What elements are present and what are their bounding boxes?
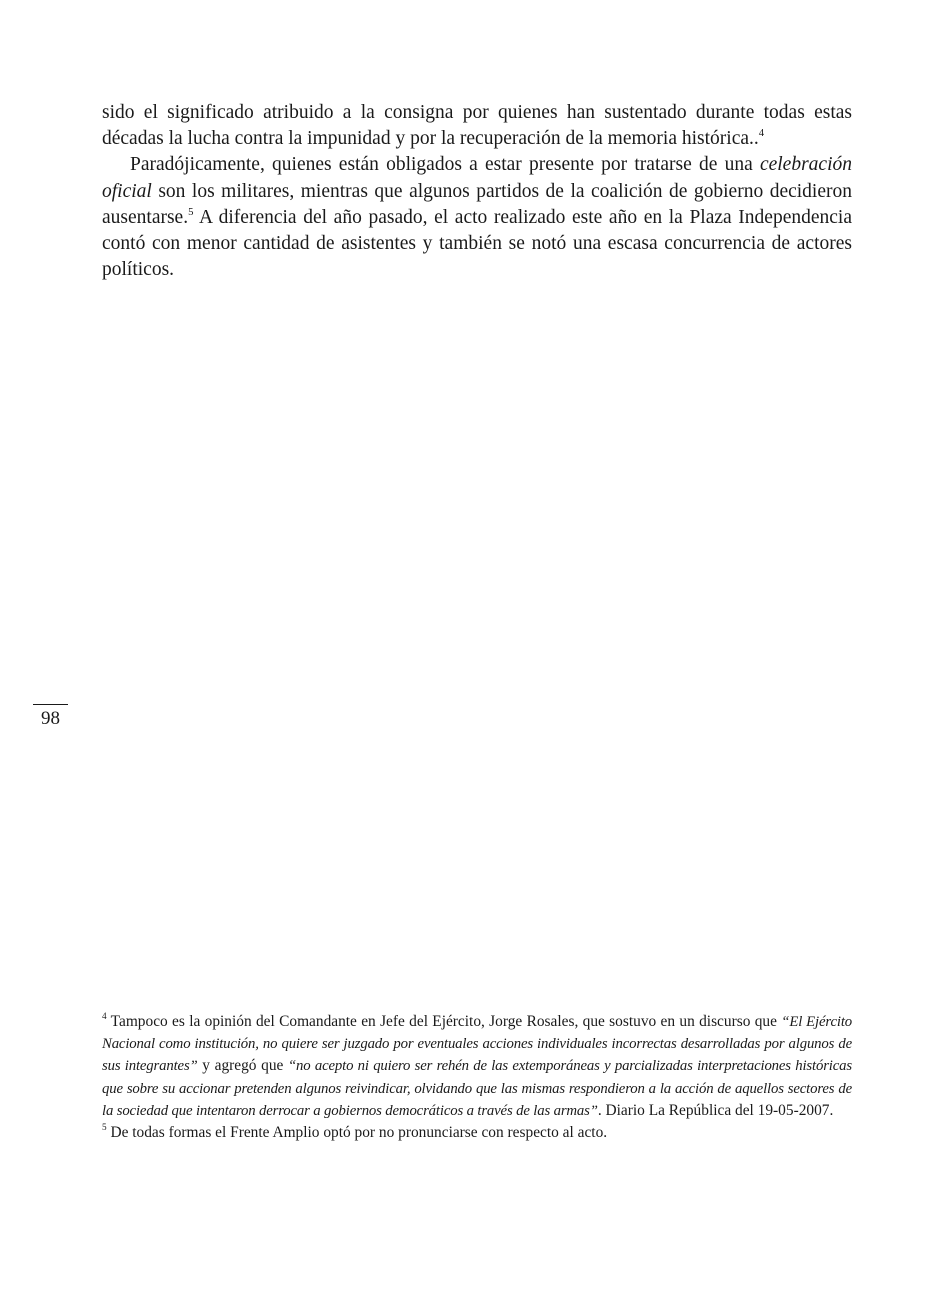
footnote-5-marker: 5 bbox=[102, 1122, 107, 1133]
footnote-4-text-b: y agregó que bbox=[197, 1057, 288, 1075]
footnote-5 bbox=[102, 1122, 852, 1143]
footnote-5-text: De todas formas el Frente Amplio optó por no pronunciarse con respecto al acto. bbox=[106, 1124, 608, 1142]
footnote-4-marker: 4 bbox=[102, 1011, 107, 1022]
footnote-ref-4[interactable]: 4 bbox=[758, 127, 765, 140]
body-text bbox=[102, 100, 852, 283]
paragraph-2-text-c: A diferencia del año pasado, el acto realizado este año en la Plaza Independencia contó con menor cantidad de asistentes y también se notó una escasa concurrencia de actores políticos. bbox=[102, 206, 852, 281]
paragraph-1 bbox=[102, 100, 852, 152]
paragraph-1-text: sido el significado atribuido a la consigna por quienes han sustentado durante todas estas décadas la lucha contra la impunidad y por la recuperación de la memoria histórica.. bbox=[102, 102, 852, 150]
paragraph-2 bbox=[102, 152, 852, 283]
paragraph-2-italic: celebración oficial bbox=[102, 154, 852, 202]
page-number-rule bbox=[33, 704, 68, 705]
paragraph-2-text-a: Paradójicamente, quienes están obligados a estar presente por tratarse de una bbox=[130, 154, 760, 176]
footnote-4-quote-a: “El Ejército Nacional como institución, no quiere ser juzgado por eventuales acciones individuales incorrectas desarrolladas por algunos de sus integrantes” bbox=[102, 1014, 852, 1075]
footnote-ref-5[interactable]: 5 bbox=[188, 205, 194, 218]
footnote-4-text-c: . Diario La República del 19-05-2007. bbox=[597, 1101, 834, 1119]
footnotes bbox=[102, 1011, 852, 1143]
page-number: 98 bbox=[41, 708, 60, 729]
paragraph-2-text-b: son los militares, mientras que algunos partidos de la coalición de gobierno decidieron ausentarse. bbox=[102, 180, 852, 228]
footnote-4-text-a: Tampoco es la opinión del Comandante en Jefe del Ejército, Jorge Rosales, que sostuvo en un discurso que bbox=[106, 1013, 782, 1030]
footnote-4 bbox=[102, 1011, 852, 1122]
footnote-4-quote-b: “no acepto ni quiero ser rehén de las extemporáneas y parcializadas interpretaciones históricas que sobre su accionar pretenden algunos reivindicar, olvidando que las mismas respondieron a la acción de aquellos sectores de la sociedad que intentaron derrocar a gobiernos democráticos a través de las armas” bbox=[102, 1058, 852, 1119]
